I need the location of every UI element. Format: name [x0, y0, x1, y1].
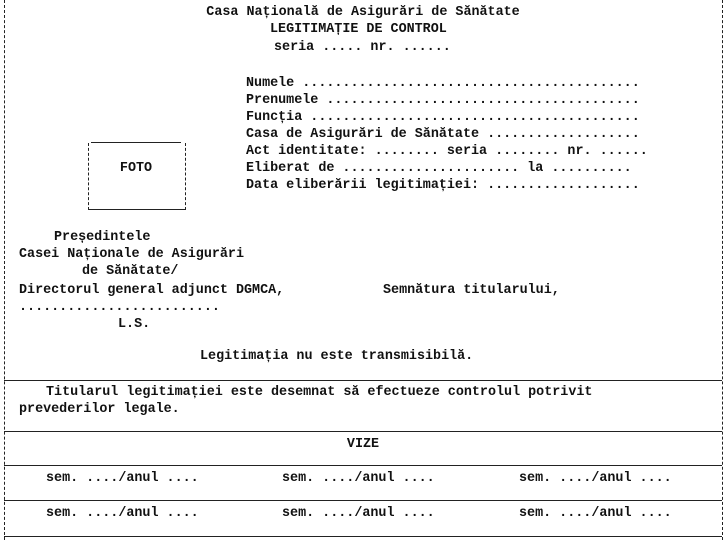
vize-row-1-col-1: sem. ..../anul .... — [46, 471, 199, 486]
vize-row-2-col-2: sem. ..../anul .... — [282, 506, 435, 521]
vize-title: VIZE — [346, 437, 380, 452]
signatory-line-3: de Sănătate/ — [82, 264, 179, 279]
divider-1 — [4, 380, 722, 381]
statement-line-1: Titularul legitimației este desemnat să efectueze controlul potrivit — [46, 385, 593, 400]
signatory-line-1: Președintele — [54, 230, 151, 245]
right-border — [722, 0, 723, 540]
field-identity-document: Act identitate: ........ seria ........ nr. ...... — [246, 144, 648, 159]
non-transferable-note: Legitimația nu este transmisibilă. — [200, 349, 474, 364]
field-function: Funcția ......................................... — [246, 110, 640, 125]
field-issued-by: Eliberat de ...................... la .......... — [246, 161, 632, 176]
divider-2 — [4, 431, 722, 432]
holder-signature-label: Semnătura titularului, — [383, 283, 560, 298]
institution-name: Casa Națională de Asigurări de Sănătate — [206, 5, 520, 20]
vize-row-1-col-2: sem. ..../anul .... — [282, 471, 435, 486]
field-last-name: Numele .......................................... — [246, 76, 640, 91]
field-insurance-house: Casa de Asigurări de Sănătate ................... — [246, 127, 640, 142]
vize-row-1-col-3: sem. ..../anul .... — [519, 471, 672, 486]
signatory-line-2: Casei Naționale de Asigurări — [19, 247, 244, 262]
field-first-name: Prenumele ....................................... — [246, 93, 640, 108]
photo-label: FOTO — [119, 161, 153, 176]
divider-3 — [4, 465, 722, 466]
vize-row-2-col-3: sem. ..../anul .... — [519, 506, 672, 521]
field-issue-date: Data eliberării legitimației: ................... — [246, 178, 640, 193]
vize-row-2-col-1: sem. ..../anul .... — [46, 506, 199, 521]
divider-bottom — [4, 536, 722, 537]
card-title: LEGITIMAȚIE DE CONTROL — [270, 22, 447, 37]
divider-4 — [4, 500, 722, 501]
signature-dots: ......................... — [19, 300, 220, 315]
left-border — [4, 0, 5, 540]
series-number-line: seria ..... nr. ...... — [274, 40, 451, 55]
statement-line-2: prevederilor legale. — [19, 402, 180, 417]
signatory-line-4: Directorul general adjunct DGMCA, — [19, 283, 285, 298]
seal-label: L.S. — [118, 317, 151, 332]
